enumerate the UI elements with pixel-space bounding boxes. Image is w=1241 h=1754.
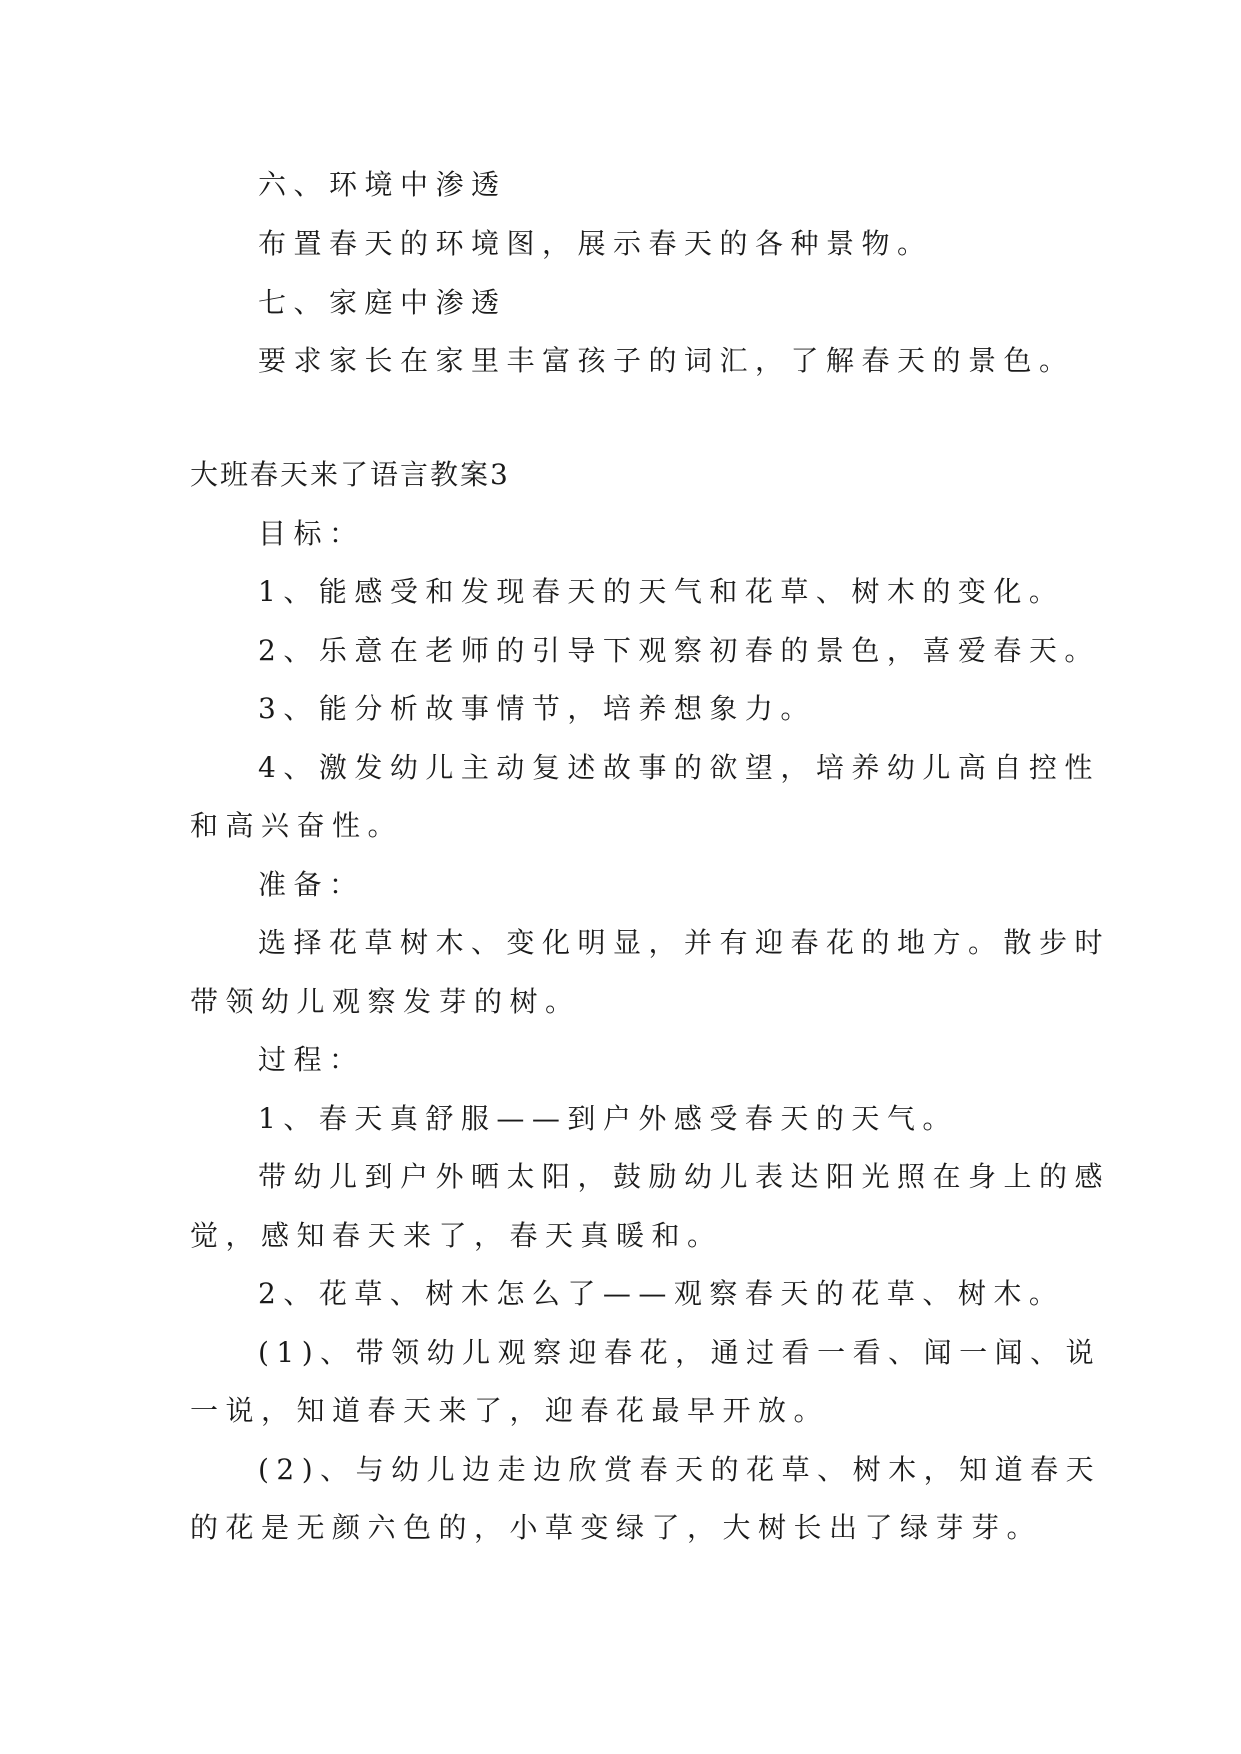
goal-item: 1、能感受和发现春天的天气和花草、树木的变化。: [258, 575, 1065, 608]
paragraph-continuation: 觉，感知春天来了，春天真暖和。: [190, 1219, 723, 1252]
section-heading-7: 七、家庭中渗透: [258, 286, 507, 319]
paragraph: (2)、与幼儿边走边欣赏春天的花草、树木，知道春天: [258, 1453, 1102, 1486]
paragraph: 选择花草树木、变化明显，并有迎春花的地方。散步时: [258, 926, 1111, 959]
paragraph: (1)、带领幼儿观察迎春花，通过看一看、闻一闻、说: [258, 1336, 1102, 1369]
prep-label: 准备：: [258, 868, 365, 901]
goal-item: 4、激发幼儿主动复述故事的欲望，培养幼儿高自控性: [258, 751, 1100, 784]
process-label: 过程：: [258, 1043, 365, 1076]
paragraph-continuation: 带领幼儿观察发芽的树。: [190, 985, 581, 1018]
process-step: 1、春天真舒服——到户外感受春天的天气。: [258, 1102, 958, 1135]
paragraph-continuation: 的花是无颜六色的，小草变绿了，大树长出了绿芽芽。: [190, 1511, 1043, 1544]
goal-item: 3、能分析故事情节，培养想象力。: [258, 692, 816, 725]
paragraph: 布置春天的环境图，展示春天的各种景物。: [258, 227, 933, 260]
process-step: 2、花草、树木怎么了——观察春天的花草、树木。: [258, 1277, 1065, 1310]
goal-item-continuation: 和高兴奋性。: [190, 809, 404, 842]
lesson-title: 大班春天来了语言教案3: [190, 458, 510, 491]
paragraph-continuation: 一说，知道春天来了，迎春花最早开放。: [190, 1394, 830, 1427]
paragraph: 要求家长在家里丰富孩子的词汇，了解春天的景色。: [258, 344, 1075, 377]
paragraph: 带幼儿到户外晒太阳，鼓励幼儿表达阳光照在身上的感: [258, 1160, 1111, 1193]
goals-label: 目标：: [258, 517, 365, 550]
section-heading-6: 六、环境中渗透: [258, 168, 507, 201]
goal-item: 2、乐意在老师的引导下观察初春的景色，喜爱春天。: [258, 634, 1100, 667]
